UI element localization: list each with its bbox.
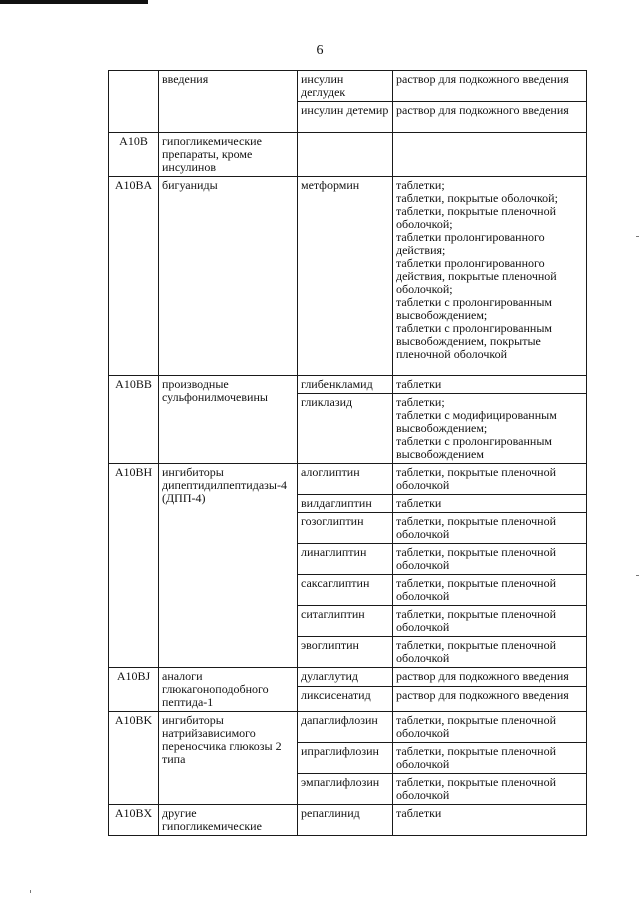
atc-code-cell: A10BX [109, 805, 159, 836]
dosage-form-cell: таблетки, покрытые пленочной оболочкой [393, 712, 587, 743]
drug-name-cell: гозоглиптин [298, 513, 393, 544]
drug-name-cell: эвоглиптин [298, 637, 393, 668]
dosage-form-cell: таблетки, покрытые пленочной оболочкой [393, 464, 587, 495]
table-row [109, 133, 587, 177]
dosage-form-cell: таблетки; таблетки, покрытые оболочкой; таблетки, покрытые пленочной оболочкой; таблетки пролонгированного действия; таблетки пролонгированного действия, покрытые пленочной оболочкой; таблетки с пролонгированным высвобождением; таблетки с пролонгированным высвобождением, покрытые пленочной оболочкой [393, 177, 587, 376]
dosage-form-cell: таблетки [393, 376, 587, 394]
atc-code-cell: A10BB [109, 376, 159, 464]
atc-code-cell: A10BK [109, 712, 159, 805]
group-name-cell: ингибиторы натрийзависимого переносчика глюкозы 2 типа [159, 712, 298, 805]
dosage-form-cell: таблетки [393, 495, 587, 513]
dosage-form-cell: таблетки, покрытые пленочной оболочкой [393, 606, 587, 637]
table-row [109, 464, 587, 495]
table-row [109, 668, 587, 687]
atc-code-cell: A10B [109, 133, 159, 177]
drug-name-cell: репаглинид [298, 805, 393, 836]
scan-mark [30, 890, 31, 893]
atc-code-cell: A10BJ [109, 668, 159, 712]
dosage-form-cell [393, 133, 587, 177]
atc-code-cell: A10BH [109, 464, 159, 668]
drug-name-cell: ипраглифлозин [298, 743, 393, 774]
scan-mark [636, 236, 639, 237]
atc-code-cell [109, 71, 159, 133]
drug-name-cell: вилдаглиптин [298, 495, 393, 513]
table-row [109, 712, 587, 743]
dosage-form-cell: таблетки, покрытые пленочной оболочкой [393, 575, 587, 606]
table-row [109, 805, 587, 836]
dosage-form-cell: таблетки; таблетки с модифицированным высвобождением; таблетки с пролонгированным высвобождением [393, 394, 587, 464]
table-row [109, 376, 587, 394]
drug-name-cell: саксаглиптин [298, 575, 393, 606]
drug-table-body [109, 71, 587, 836]
drug-name-cell: инсулин детемир [298, 102, 393, 133]
drug-name-cell: дулаглутид [298, 668, 393, 687]
drug-name-cell: ситаглиптин [298, 606, 393, 637]
drug-table [108, 70, 587, 836]
group-name-cell: другие гипогликемические [159, 805, 298, 836]
page-number: 6 [316, 43, 324, 58]
drug-name-cell: глибенкламид [298, 376, 393, 394]
dosage-form-cell: таблетки, покрытые пленочной оболочкой [393, 544, 587, 575]
group-name-cell: производные сульфонилмочевины [159, 376, 298, 464]
top-rule [0, 0, 148, 4]
group-name-cell: аналоги глюкагоноподобного пептида-1 [159, 668, 298, 712]
dosage-form-cell: таблетки, покрытые пленочной оболочкой [393, 774, 587, 805]
drug-name-cell: гликлазид [298, 394, 393, 464]
table-row [109, 71, 587, 102]
drug-name-cell: алоглиптин [298, 464, 393, 495]
group-name-cell: ингибиторы дипептидилпептидазы-4 (ДПП-4) [159, 464, 298, 668]
atc-code-cell: A10BA [109, 177, 159, 376]
drug-name-cell: ликсисенатид [298, 686, 393, 711]
group-name-cell: введения [159, 71, 298, 133]
dosage-form-cell: таблетки, покрытые пленочной оболочкой [393, 513, 587, 544]
dosage-form-cell: раствор для подкожного введения [393, 668, 587, 687]
drug-name-cell: дапаглифлозин [298, 712, 393, 743]
drug-name-cell: инсулин деглудек [298, 71, 393, 102]
dosage-form-cell: раствор для подкожного введения [393, 71, 587, 102]
drug-name-cell: эмпаглифлозин [298, 774, 393, 805]
drug-name-cell: линаглиптин [298, 544, 393, 575]
dosage-form-cell: таблетки, покрытые пленочной оболочкой [393, 743, 587, 774]
drug-name-cell: метформин [298, 177, 393, 376]
drug-name-cell [298, 133, 393, 177]
table-row [109, 177, 587, 376]
scan-mark [636, 575, 639, 576]
group-name-cell: гипогликемические препараты, кроме инсулинов [159, 133, 298, 177]
group-name-cell: бигуаниды [159, 177, 298, 376]
dosage-form-cell: таблетки, покрытые пленочной оболочкой [393, 637, 587, 668]
dosage-form-cell: раствор для подкожного введения [393, 102, 587, 133]
dosage-form-cell: раствор для подкожного введения [393, 686, 587, 711]
dosage-form-cell: таблетки [393, 805, 587, 836]
